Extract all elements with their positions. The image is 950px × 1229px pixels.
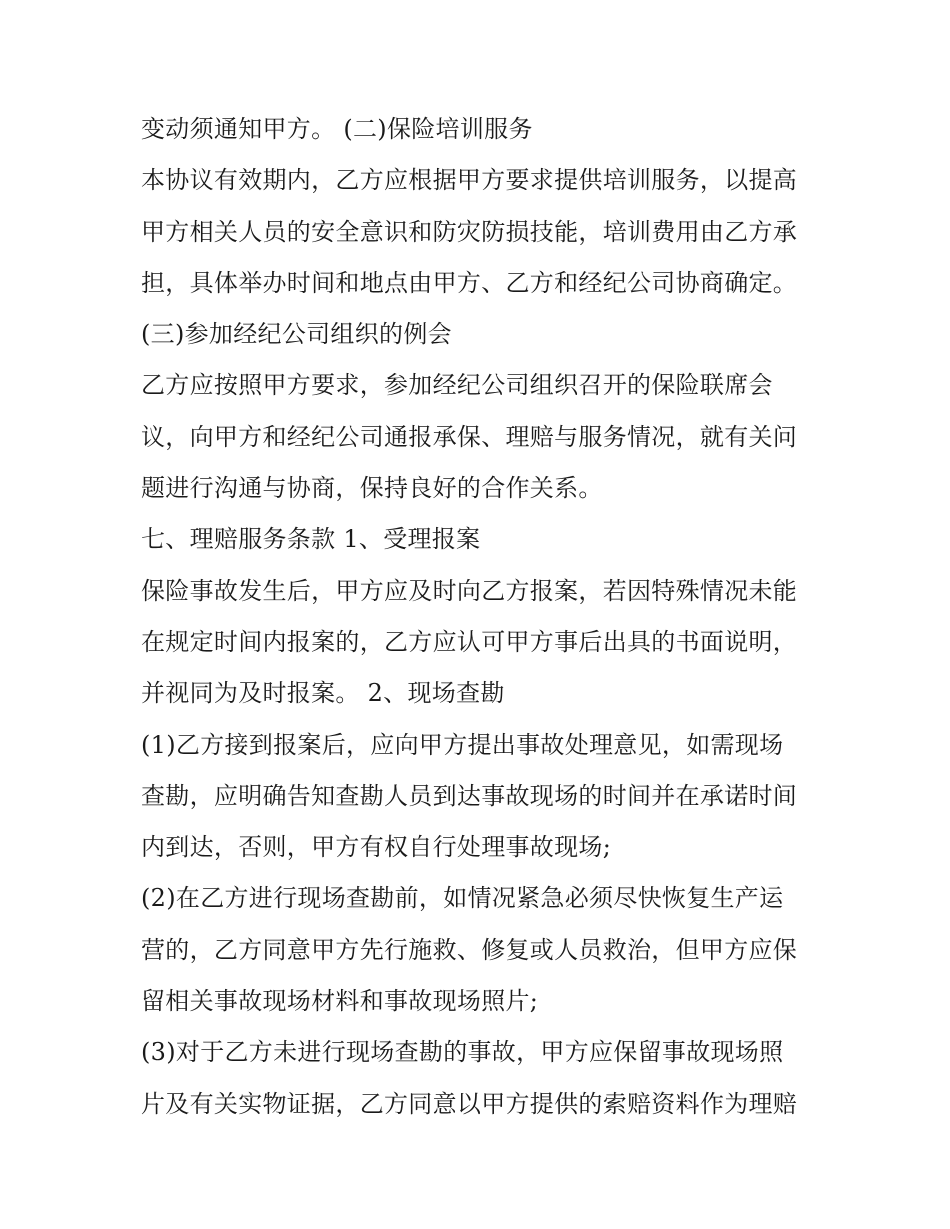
text-line-8: 题进行沟通与协商，保持良好的合作关系。 — [141, 474, 603, 503]
text-line-7: 议，向甲方和经纪公司通报承保、理赔与服务情况，就有关问 — [141, 422, 798, 451]
text-line-9: 七、理赔服务条款 1、受理报案 — [141, 525, 481, 554]
text-line-11: 在规定时间内报案的，乙方应认可甲方事后出具的书面说明， — [141, 627, 798, 656]
text-line-20: 片及有关实物证据，乙方同意以甲方提供的索赔资料作为理赔 — [141, 1089, 798, 1118]
text-line-16: (2)在乙方进行现场查勘前，如情况紧急必须尽快恢复生产运 — [141, 884, 784, 913]
text-line-15: 内到达，否则，甲方有权自行处理事故现场; — [141, 833, 612, 862]
text-line-12: 并视同为及时报案。 2、现场查勘 — [141, 679, 505, 708]
text-line-6: 乙方应按照甲方要求，参加经纪公司组织召开的保险联席会 — [141, 371, 773, 400]
text-line-5: (三)参加经纪公司组织的例会 — [141, 320, 452, 349]
document-body — [141, 104, 821, 1130]
text-line-18: 留相关事故现场材料和事故现场照片; — [141, 987, 539, 1016]
text-line-17: 营的，乙方同意甲方先行施救、修复或人员救治，但甲方应保 — [141, 935, 798, 964]
text-line-14: 查勘，应明确告知查勘人员到达事故现场的时间并在承诺时间 — [141, 781, 798, 810]
text-line-3: 甲方相关人员的安全意识和防灾防损技能，培训费用由乙方承 — [141, 217, 798, 246]
text-line-19: (3)对于乙方未进行现场查勘的事故，甲方应保留事故现场照 — [141, 1038, 784, 1067]
text-line-13: (1)乙方接到报案后，应向甲方提出事故处理意见，如需现场 — [141, 730, 784, 759]
text-line-4: 担，具体举办时间和地点由甲方、乙方和经纪公司协商确定。 — [141, 268, 798, 297]
text-line-10: 保险事故发生后，甲方应及时向乙方报案，若因特殊情况未能 — [141, 576, 798, 605]
text-line-1: 变动须通知甲方。 (二)保险培训服务 — [141, 115, 533, 143]
text-line-2: 本协议有效期内，乙方应根据甲方要求提供培训服务，以提高 — [141, 166, 798, 195]
